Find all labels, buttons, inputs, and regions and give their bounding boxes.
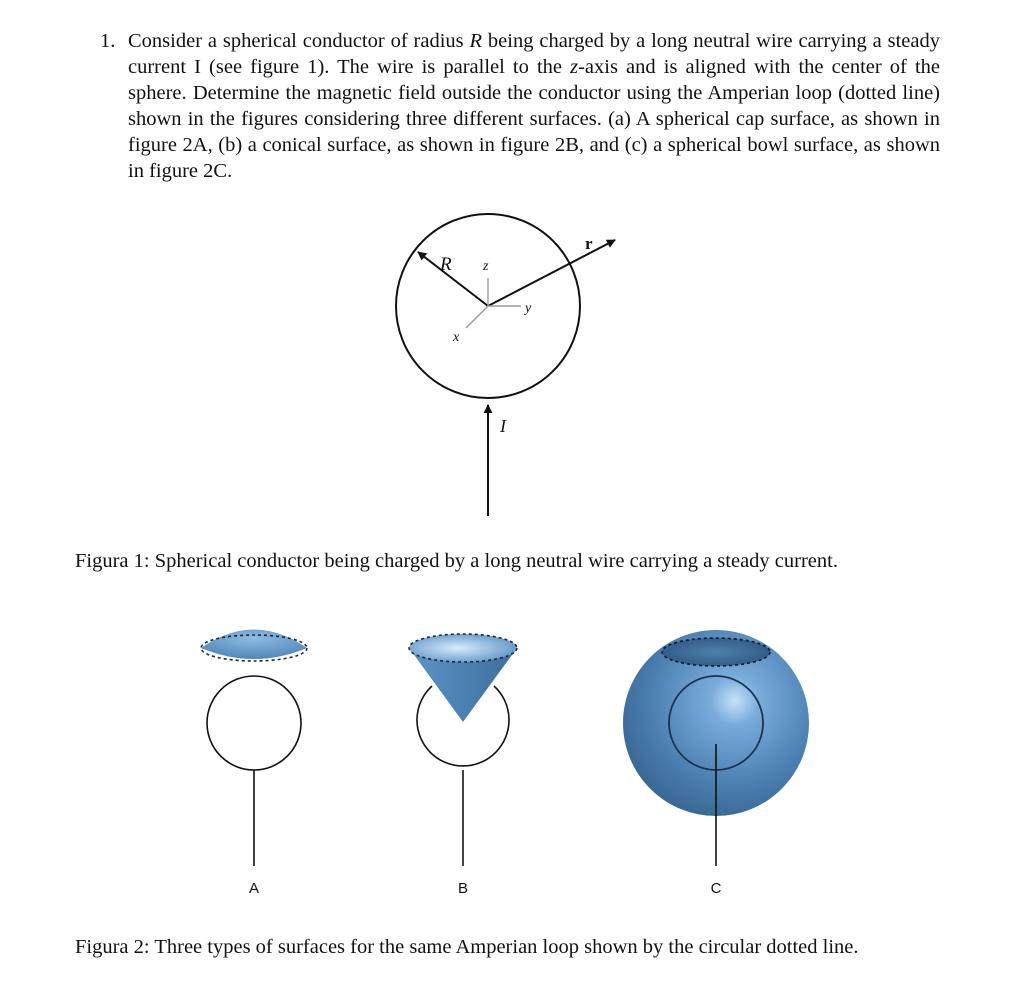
math-symbol: R — [469, 30, 483, 52]
text-segment: -axis and is aligned with the center of the sphere. Determine the magnetic field outside the conductor using the Amperian loop (dotted line) shown in the figures considering three different surfaces. (a) A spherical cap surface, as shown in figure 2A, (b) a conical surface, as shown in figure 2B, and (c) a spherical bowl surface, as shown in figure 2C. — [128, 56, 941, 182]
figure-1-caption: Figura 1: Spherical conductor being charged by a long neutral wire carrying a steady current. — [75, 550, 838, 572]
label-x: x — [453, 330, 460, 345]
figure-2b — [409, 634, 517, 897]
figure-1 — [396, 214, 615, 516]
figure-2a — [201, 630, 307, 898]
figure-2-caption: Figura 2: Three types of surfaces for the same Amperian loop shown by the circular dotted line. — [75, 936, 859, 958]
spherical-cap-surface — [201, 630, 307, 660]
x-axis — [466, 306, 488, 328]
r-vector-arrow — [488, 240, 615, 306]
label-y: y — [525, 301, 532, 316]
label-R: R — [440, 254, 452, 275]
math-symbol: z — [570, 56, 579, 78]
panel-label-c: C — [710, 880, 722, 897]
text-segment: Consider a spherical conductor of radius — [128, 30, 470, 52]
text-segment: being charged by a long neutral wire carrying a steady current I (see figure 1). The wire is parallel to the — [128, 30, 940, 78]
panel-label-b: B — [457, 880, 469, 897]
problem-number: 1. — [100, 30, 116, 52]
figure-2c — [623, 630, 809, 897]
panel-label-a: A — [248, 880, 260, 897]
sphere-outline — [207, 676, 301, 770]
label-z: z — [483, 259, 489, 274]
label-I: I — [500, 416, 506, 436]
label-r: r — [585, 234, 593, 253]
radius-arrow — [418, 252, 488, 306]
